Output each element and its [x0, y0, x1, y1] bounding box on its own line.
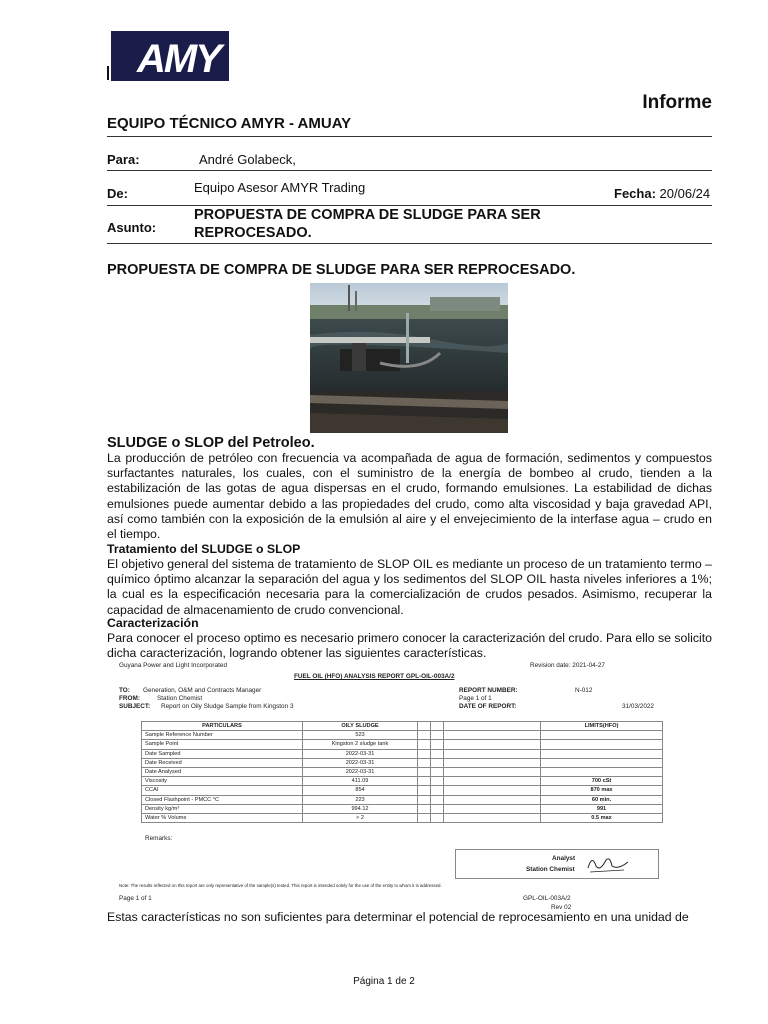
spacer-cell — [431, 804, 444, 813]
spacer-cell — [431, 722, 444, 731]
table-row — [142, 740, 663, 749]
table-cell: Date Analysed — [142, 767, 303, 776]
spacer-cell — [418, 795, 431, 804]
spacer-cell — [418, 749, 431, 758]
spacer-cell — [444, 767, 541, 776]
table-cell — [541, 731, 663, 740]
report-number-label: REPORT NUMBER: — [459, 687, 518, 694]
divider — [107, 170, 712, 171]
table-cell — [541, 758, 663, 767]
analyst-label: Analyst — [552, 855, 576, 862]
spacer-cell — [431, 740, 444, 749]
report-title: FUEL OIL (HFO) ANALYSIS REPORT GPL-OIL-003A/2 — [294, 673, 455, 680]
table-cell: Closed Flashpoint - PMCC °C — [142, 795, 303, 804]
column-header: LIMITS(HFO) — [541, 722, 663, 731]
column-header: OILY SLUDGE — [303, 722, 418, 731]
table-cell: 411.09 — [303, 777, 418, 786]
table-cell: 870 max — [541, 786, 663, 795]
signature-box — [455, 849, 659, 879]
table-cell: 991 — [541, 804, 663, 813]
table-row — [142, 813, 663, 822]
closing-paragraph: Estas características no son suficientes para determinar el potencial de reprocesamiento en una unidad de — [107, 910, 689, 924]
spacer-cell — [431, 813, 444, 822]
spacer-cell — [431, 786, 444, 795]
spacer-cell — [444, 740, 541, 749]
table-cell: 854 — [303, 786, 418, 795]
subject-label: Asunto: — [107, 220, 157, 235]
document-type: Informe — [642, 92, 712, 113]
report-from-value: Station Chemist — [157, 695, 203, 702]
report-footer-page: Page 1 of 1 — [119, 895, 152, 902]
report-company: Guyana Power and Light Incorporated — [119, 662, 228, 669]
report-revision: Revision date: 2021-04-27 — [530, 662, 605, 669]
analysis-report-image — [113, 660, 673, 912]
section-title: Tratamiento del SLUDGE o SLOP — [107, 542, 301, 556]
table-cell: 700 cSt — [541, 777, 663, 786]
table-cell — [541, 767, 663, 776]
date-label: Fecha: — [614, 186, 656, 201]
report-page: Page 1 of 1 — [459, 695, 492, 702]
table-cell: 0.5 max — [541, 813, 663, 822]
column-header: PARTICULARS — [142, 722, 303, 731]
table-cell: Date Received — [142, 758, 303, 767]
spacer-cell — [444, 777, 541, 786]
table-row — [142, 731, 663, 740]
report-date-value: 31/03/2022 — [622, 703, 654, 710]
table-cell: 994.12 — [303, 804, 418, 813]
spacer-cell — [418, 758, 431, 767]
analysis-table — [141, 721, 663, 823]
report-footer-code: GPL-OIL-003A/2 — [523, 895, 571, 902]
to-label: Para: — [107, 152, 140, 167]
spacer-cell — [418, 786, 431, 795]
table-cell — [541, 749, 663, 758]
table-row — [142, 767, 663, 776]
table-cell: 2022-03-31 — [303, 749, 418, 758]
spacer-cell — [444, 795, 541, 804]
divider — [107, 136, 712, 137]
spacer-cell — [444, 813, 541, 822]
spacer-cell — [431, 758, 444, 767]
spacer-cell — [431, 767, 444, 776]
section-title: Caracterización — [107, 616, 199, 630]
table-cell: 2022-03-31 — [303, 758, 418, 767]
table-header-row — [142, 722, 663, 731]
report-subject-label: SUBJECT: — [119, 703, 151, 710]
date-field — [614, 186, 710, 201]
table-row — [142, 758, 663, 767]
station-chemist-label: Station Chemist — [526, 866, 575, 873]
report-footer-rev: Rev 02 — [551, 904, 572, 911]
spacer-cell — [418, 767, 431, 776]
section-body: Para conocer el proceso optimo es necesario primero conocer la caracterización del crudo. Para ello se solicito dicha caracterización, logrando obtener las siguientes características. — [107, 631, 712, 661]
table-cell: CCAI — [142, 786, 303, 795]
subject-value: PROPUESTA DE COMPRA DE SLUDGE PARA SER REPROCESADO. — [194, 207, 541, 241]
table-cell: Water % Volume — [142, 813, 303, 822]
table-cell: > 2 — [303, 813, 418, 822]
spacer-cell — [444, 722, 541, 731]
main-title: PROPUESTA DE COMPRA DE SLUDGE PARA SER REPROCESADO. — [107, 262, 576, 278]
logo-text: AMY — [137, 37, 220, 81]
report-date-label: DATE OF REPORT: — [459, 703, 517, 710]
page-footer: Página 1 de 2 — [353, 976, 415, 987]
table-row — [142, 786, 663, 795]
team-name: EQUIPO TÉCNICO AMYR - AMUAY — [107, 115, 352, 132]
report-remarks: Remarks: — [145, 835, 173, 842]
section-title: SLUDGE o SLOP del Petroleo. — [107, 435, 315, 451]
table-row — [142, 795, 663, 804]
table-cell: 523 — [303, 731, 418, 740]
spacer-cell — [444, 758, 541, 767]
report-number-value: N-012 — [575, 687, 593, 694]
signature-image — [584, 850, 632, 876]
report-note: Note: The results reflected on this report are only representative of the sample(s) tested. This report is intended solely for the use of the entity to whom it is addressed. — [119, 883, 442, 888]
spacer-cell — [418, 740, 431, 749]
report-to-label: TO: — [119, 687, 130, 694]
from-label: De: — [107, 186, 128, 201]
table-cell: 2022-03-31 — [303, 767, 418, 776]
spacer-cell — [444, 786, 541, 795]
table-row — [142, 777, 663, 786]
report-from-label: FROM: — [119, 695, 140, 702]
spacer-cell — [418, 804, 431, 813]
table-cell: 223 — [303, 795, 418, 804]
date-value: 20/06/24 — [659, 186, 711, 201]
report-subject-value: Report on Oily Sludge Sample from Kingston 3 — [161, 703, 294, 710]
logo-mark — [107, 66, 109, 80]
spacer-cell — [418, 722, 431, 731]
table-cell: Sample Reference Number — [142, 731, 303, 740]
table-row — [142, 749, 663, 758]
to-value: André Golabeck, — [199, 152, 296, 167]
table-cell: Date Sampled — [142, 749, 303, 758]
section-body: La producción de petróleo con frecuencia va acompañada de agua de formación, sedimentos y compuestos surfactantes naturales, los cuales, con el suministro de la energía de bombeo al crudo, tienden a la estabilización de las gotas de agua dispersas en el crudo, formando emulsiones. La estabilidad de dichas emulsiones puede aumentar debido a las propiedades del crudo, como alta viscosidad y baja gravedad API, así como también con la exposición de la emulsión al aire y el envejecimiento de la interfase agua – crudo en el tiempo. — [107, 451, 712, 542]
spacer-cell — [444, 749, 541, 758]
spacer-cell — [431, 731, 444, 740]
table-cell: 60 min. — [541, 795, 663, 804]
spacer-cell — [418, 731, 431, 740]
spacer-cell — [418, 813, 431, 822]
table-cell: Kingston 2 sludge tank — [303, 740, 418, 749]
table-cell: Density kg/m³ — [142, 804, 303, 813]
company-logo — [111, 31, 229, 81]
spacer-cell — [431, 795, 444, 804]
table-cell: Sample Point — [142, 740, 303, 749]
sludge-tank-photo — [310, 283, 508, 433]
report-to-value: Generation, O&M and Contracts Manager — [143, 687, 262, 694]
section-body: El objetivo general del sistema de tratamiento de SLOP OIL es mediante un proceso de un tratamiento termo – químico óptimo alcanzar la separación del agua y los sedimentos del SLOP OIL hasta niveles inferiores a 1%; la cual es la especificación necesaria para la comercialización de crudos pesados. Asimismo, recuperar la capacidad de almacenamiento de crudo convencional. — [107, 557, 712, 617]
spacer-cell — [431, 777, 444, 786]
divider — [107, 243, 712, 244]
table-cell: Viscosity — [142, 777, 303, 786]
table-cell — [541, 740, 663, 749]
table-row — [142, 804, 663, 813]
spacer-cell — [444, 731, 541, 740]
from-value: Equipo Asesor AMYR Trading — [194, 180, 366, 195]
spacer-cell — [444, 804, 541, 813]
spacer-cell — [431, 749, 444, 758]
spacer-cell — [418, 777, 431, 786]
